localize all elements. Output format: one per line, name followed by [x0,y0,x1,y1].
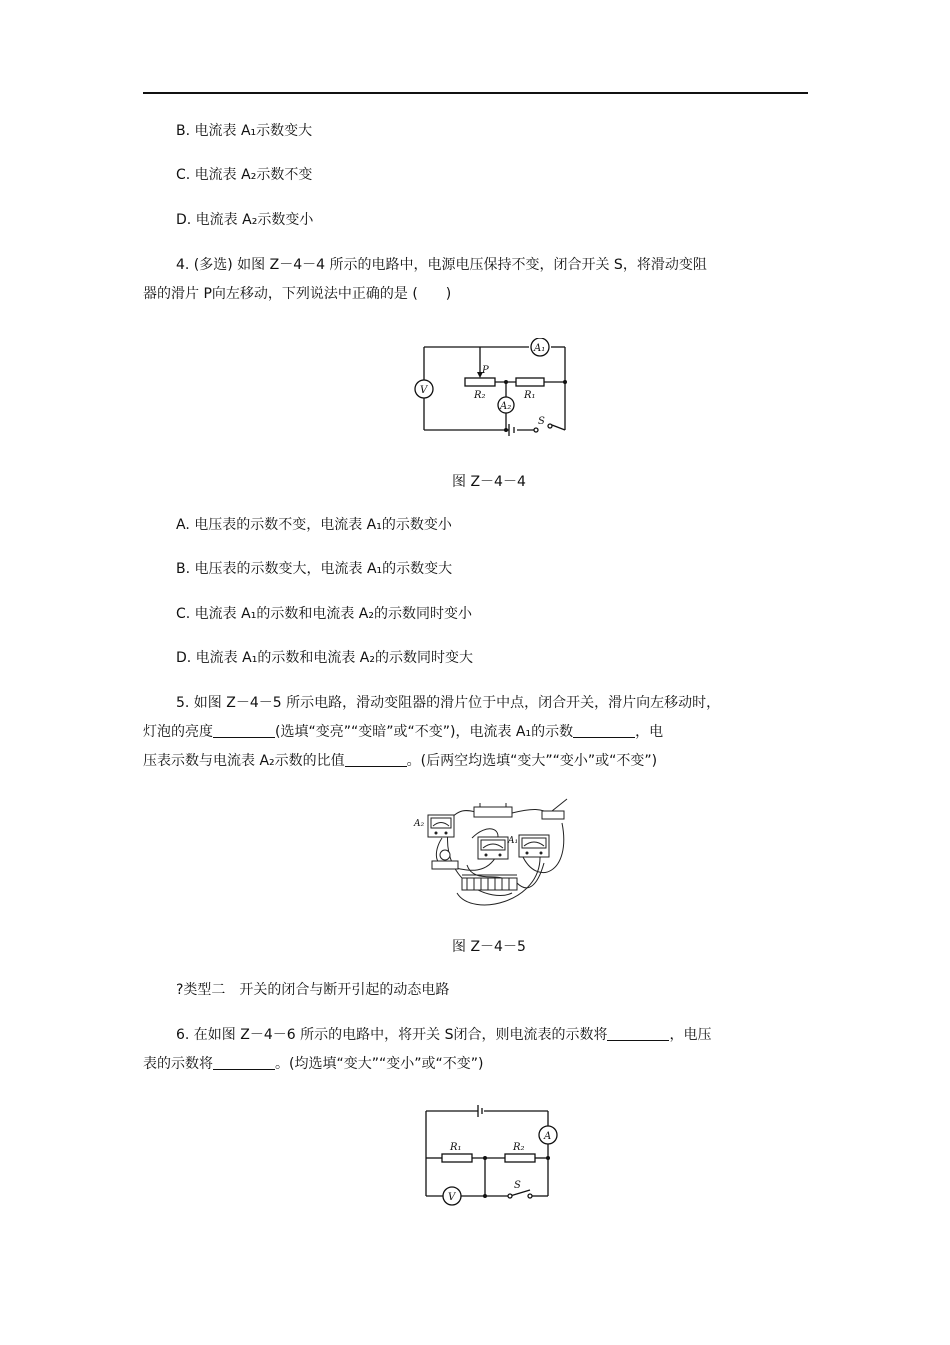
figure-z-4-6-circuit [418,1100,563,1212]
q4-option-d: D. 电流表 A₁的示数和电流表 A₂的示数同时变大 [176,650,473,666]
q5-blank-2[interactable] [573,724,635,738]
q5-stem-line3: 压表示数与电流表 A₂示数的比值 。(后两空均选填“变大”“变小”或“不变”) [143,753,658,769]
q6-blank-2[interactable] [213,1056,275,1070]
r2-label: R₂ [513,1142,525,1153]
section-heading-type-2: ?类型二 开关的闭合与断开引起的动态电路 [176,982,450,998]
q4-option-a: A. 电压表的示数不变，电流表 A₁的示数变小 [176,517,452,533]
q5-stem-line1: 5. 如图 Z－4－5 所示电路，滑动变阻器的滑片位于中点，闭合开关，滑片向左移动时， [176,695,721,711]
a-meter-label: A [544,1131,552,1142]
q3-option-c: C. 电流表 A₂示数不变 [176,167,313,183]
a1-meter-label: A₁ [534,343,546,354]
q4-option-c: C. 电流表 A₁的示数和电流表 A₂的示数同时变小 [176,606,472,622]
q3-option-d: D. 电流表 A₂示数变小 [176,212,314,228]
a1-label: A₁ [508,836,519,846]
q6-stem-line1: 6. 在如图 Z－4－6 所示的电路中，将开关 S闭合，则电流表的示数将 ，电压 [176,1027,712,1043]
a2-label: A₂ [414,819,425,829]
q3-option-b: B. 电流表 A₁示数变大 [176,123,313,139]
figure-caption-z-4-4: 图 Z－4－4 [452,474,526,490]
r2-label: R₂ [474,390,486,401]
q4-option-b: B. 电压表的示数变大，电流表 A₁的示数变大 [176,561,453,577]
q5-blank-1[interactable] [213,724,275,738]
q6-stem-line2: 表的示数将 。(均选填“变大”“变小”或“不变”) [143,1056,484,1072]
v-meter-label: V [448,1192,456,1203]
q4-stem-line2: 器的滑片 P向左移动，下列说法中正确的是 ( ) [143,286,452,302]
q6-blank-1[interactable] [607,1027,669,1041]
switch-s-label: S [538,416,545,427]
q5-blank-3[interactable] [345,753,407,767]
figure-caption-z-4-5: 图 Z－4－5 [452,939,526,955]
figure-z-4-5-apparatus [412,793,577,918]
figure-z-4-4-circuit [410,338,575,438]
q5-stem-line2: 灯泡的亮度 (选填“变亮”“变暗”或“不变”)，电流表 A₁的示数 ，电 [143,724,664,740]
r1-label: R₁ [524,390,536,401]
top-rule [143,92,808,94]
r1-label: R₁ [450,1142,462,1153]
q4-stem-line1: 4. (多选) 如图 Z－4－4 所示的电路中，电源电压保持不变，闭合开关 S，将滑动变阻 [176,257,707,273]
switch-s-label: S [514,1180,521,1191]
slider-p-label: P [482,365,489,376]
v-meter-label: V [420,385,428,396]
a2-meter-label: A₂ [500,401,512,412]
